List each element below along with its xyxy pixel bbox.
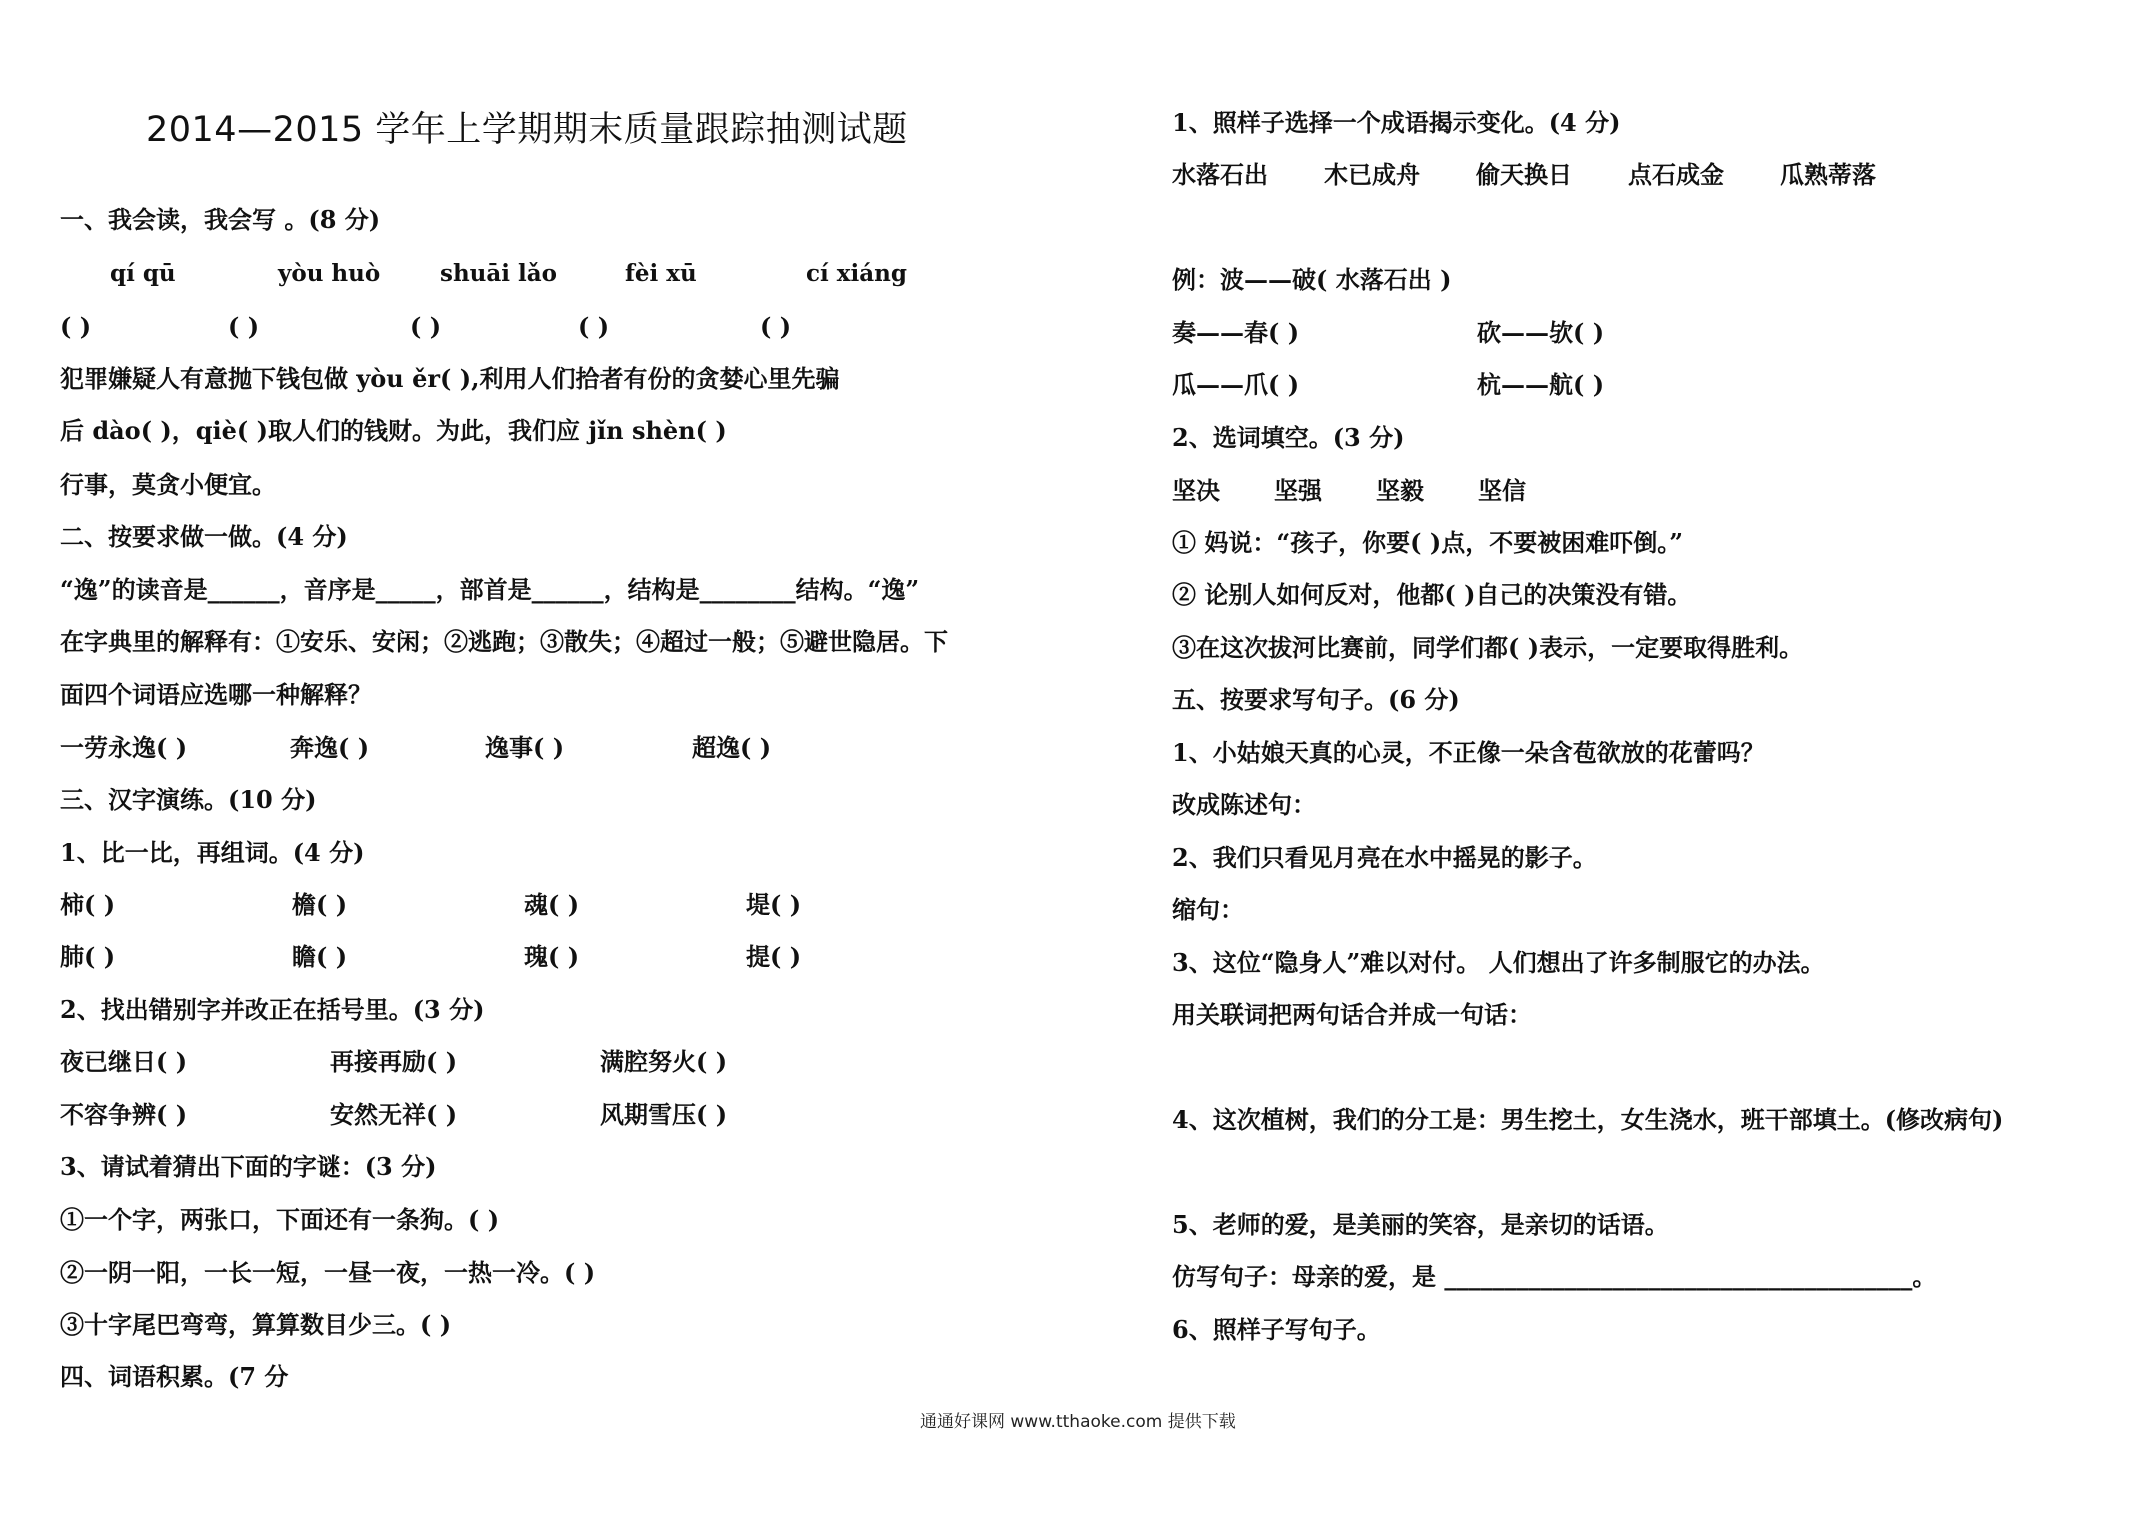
typo-word-1[interactable]: 夜已继日( )	[60, 1047, 188, 1076]
section-3-q2: 2、找出错别字并改正在括号里。(3 分)	[60, 995, 485, 1024]
section-3-heading: 三、汉字演练。(10 分)	[60, 785, 317, 814]
compare-word-4[interactable]: 堤( )	[746, 890, 802, 919]
fill-word-question: 2、选词填空。(3 分)	[1172, 423, 1405, 452]
fill-sentence-1: ① 妈说：“孩子，你要( )点，不要被困难吓倒。”	[1172, 528, 1684, 557]
section-2-line-2: 在字典里的解释有：①安乐、安闲；②逃跑；③散失；④超过一般；⑤避世隐居。下	[60, 627, 948, 656]
compare-word-5[interactable]: 肺( )	[60, 942, 116, 971]
sentence-q2: 2、我们只看见月亮在水中摇晃的影子。	[1172, 843, 1597, 872]
typo-word-3[interactable]: 满腔努火( )	[600, 1047, 728, 1076]
char-pair-2[interactable]: 砍——欤( )	[1477, 318, 1605, 347]
section-1-heading: 一、我会读，我会写 。(8 分)	[60, 205, 381, 234]
sentence-q5: 5、老师的爱，是美丽的笑容，是亲切的话语。	[1172, 1210, 1669, 1239]
section-1-line-3: 行事，莫贪小便宜。	[60, 470, 276, 499]
char-pair-1[interactable]: 奏——春( )	[1172, 318, 1300, 347]
pinyin-4: fèi xū	[625, 260, 697, 287]
sentence-q2-task: 缩句：	[1172, 895, 1244, 924]
typo-word-2[interactable]: 再接再励( )	[330, 1047, 458, 1076]
typo-word-4[interactable]: 不容争辨( )	[60, 1100, 188, 1129]
section-4-heading: 四、词语积累。(7 分	[60, 1362, 289, 1391]
pinyin-blank-2[interactable]: ( )	[228, 312, 260, 341]
sentence-q3: 3、这位“隐身人”难以对付。 人们想出了许多制服它的办法。	[1172, 948, 1825, 977]
fill-sentence-2: ② 论别人如何反对，他都( )自己的决策没有错。	[1172, 580, 1692, 609]
idiom-example: 例：波——破( 水落石出 )	[1172, 265, 1452, 294]
idiom-1: 水落石出	[1172, 160, 1268, 189]
idiom-5: 瓜熟蒂落	[1780, 160, 1876, 189]
footer-credit: 通通好课网 www.tthaoke.com 提供下载	[920, 1412, 1236, 1432]
sentence-q5-task: 仿写句子：母亲的爱，是 _______________________________________。	[1172, 1262, 1937, 1291]
choice-1: 坚决	[1172, 476, 1220, 505]
riddle-3: ③十字尾巴弯弯，算算数目少三。( )	[60, 1310, 452, 1339]
pinyin-blank-4[interactable]: ( )	[578, 312, 610, 341]
sentence-q1: 1、小姑娘天真的心灵，不正像一朵含苞欲放的花蕾吗？	[1172, 738, 1765, 767]
idiom-2: 木已成舟	[1324, 160, 1420, 189]
char-pair-3[interactable]: 瓜——爪( )	[1172, 370, 1300, 399]
section-1-line-1: 犯罪嫌疑人有意抛下钱包做 yòu ěr( ),利用人们拾者有份的贪婪心里先骗	[60, 364, 840, 393]
section-3-q3: 3、请试着猜出下面的字谜：(3 分)	[60, 1152, 437, 1181]
fill-sentence-3: ③在这次拔河比赛前，同学们都( )表示，一定要取得胜利。	[1172, 633, 1804, 662]
yi-word-2[interactable]: 奔逸( )	[290, 733, 370, 762]
compare-word-6[interactable]: 瞻( )	[292, 942, 348, 971]
compare-word-2[interactable]: 檐( )	[292, 890, 348, 919]
riddle-1: ①一个字，两张口，下面还有一条狗。( )	[60, 1205, 500, 1234]
compare-word-3[interactable]: 魂( )	[524, 890, 580, 919]
choice-4: 坚信	[1478, 476, 1526, 505]
pinyin-3: shuāi lǎo	[440, 260, 558, 287]
section-1-line-2: 后 dào( )，qiè( )取人们的钱财。为此，我们应 jǐn shèn( )	[60, 416, 727, 445]
pinyin-blank-3[interactable]: ( )	[410, 312, 442, 341]
sentence-q6: 6、照样子写句子。	[1172, 1315, 1381, 1344]
pinyin-blank-1[interactable]: ( )	[60, 312, 92, 341]
idiom-4: 点石成金	[1628, 160, 1724, 189]
pinyin-2: yòu huò	[278, 260, 381, 287]
compare-word-1[interactable]: 柿( )	[60, 890, 116, 919]
section-2-line-1: “逸”的读音是______，音序是_____，部首是______，结构是________结构。“逸”	[60, 575, 920, 604]
compare-word-7[interactable]: 瑰( )	[524, 942, 580, 971]
page-title: 2014—2015 学年上学期期末质量跟踪抽测试题	[146, 110, 908, 150]
section-2-heading: 二、按要求做一做。(4 分)	[60, 522, 348, 551]
typo-word-5[interactable]: 安然无祥( )	[330, 1100, 458, 1129]
riddle-2: ②一阴一阳，一长一短，一昼一夜，一热一冷。( )	[60, 1258, 596, 1287]
sentence-q4: 4、这次植树，我们的分工是：男生挖土，女生浇水，班干部填土。(修改病句)	[1172, 1105, 2004, 1134]
section-3-q1: 1、比一比，再组词。(4 分)	[60, 838, 365, 867]
sentence-q1-task: 改成陈述句：	[1172, 790, 1316, 819]
choice-3: 坚毅	[1376, 476, 1424, 505]
yi-word-4[interactable]: 超逸( )	[692, 733, 772, 762]
yi-word-3[interactable]: 逸事( )	[485, 733, 565, 762]
char-pair-4[interactable]: 杭——航( )	[1477, 370, 1605, 399]
compare-word-8[interactable]: 提( )	[746, 942, 802, 971]
pinyin-blank-5[interactable]: ( )	[760, 312, 792, 341]
choice-2: 坚强	[1274, 476, 1322, 505]
idiom-3: 偷天换日	[1476, 160, 1572, 189]
section-2-line-3: 面四个词语应选哪一种解释？	[60, 680, 372, 709]
sentence-q3-task: 用关联词把两句话合并成一句话：	[1172, 1000, 1532, 1029]
typo-word-6[interactable]: 风期雪压( )	[600, 1100, 728, 1129]
yi-word-1[interactable]: 一劳永逸( )	[60, 733, 188, 762]
section-5-heading: 五、按要求写句子。(6 分)	[1172, 685, 1460, 714]
pinyin-5: cí xiáng	[806, 260, 907, 287]
pinyin-1: qí qū	[110, 260, 176, 287]
idiom-question: 1、照样子选择一个成语揭示变化。(4 分)	[1172, 108, 1621, 137]
